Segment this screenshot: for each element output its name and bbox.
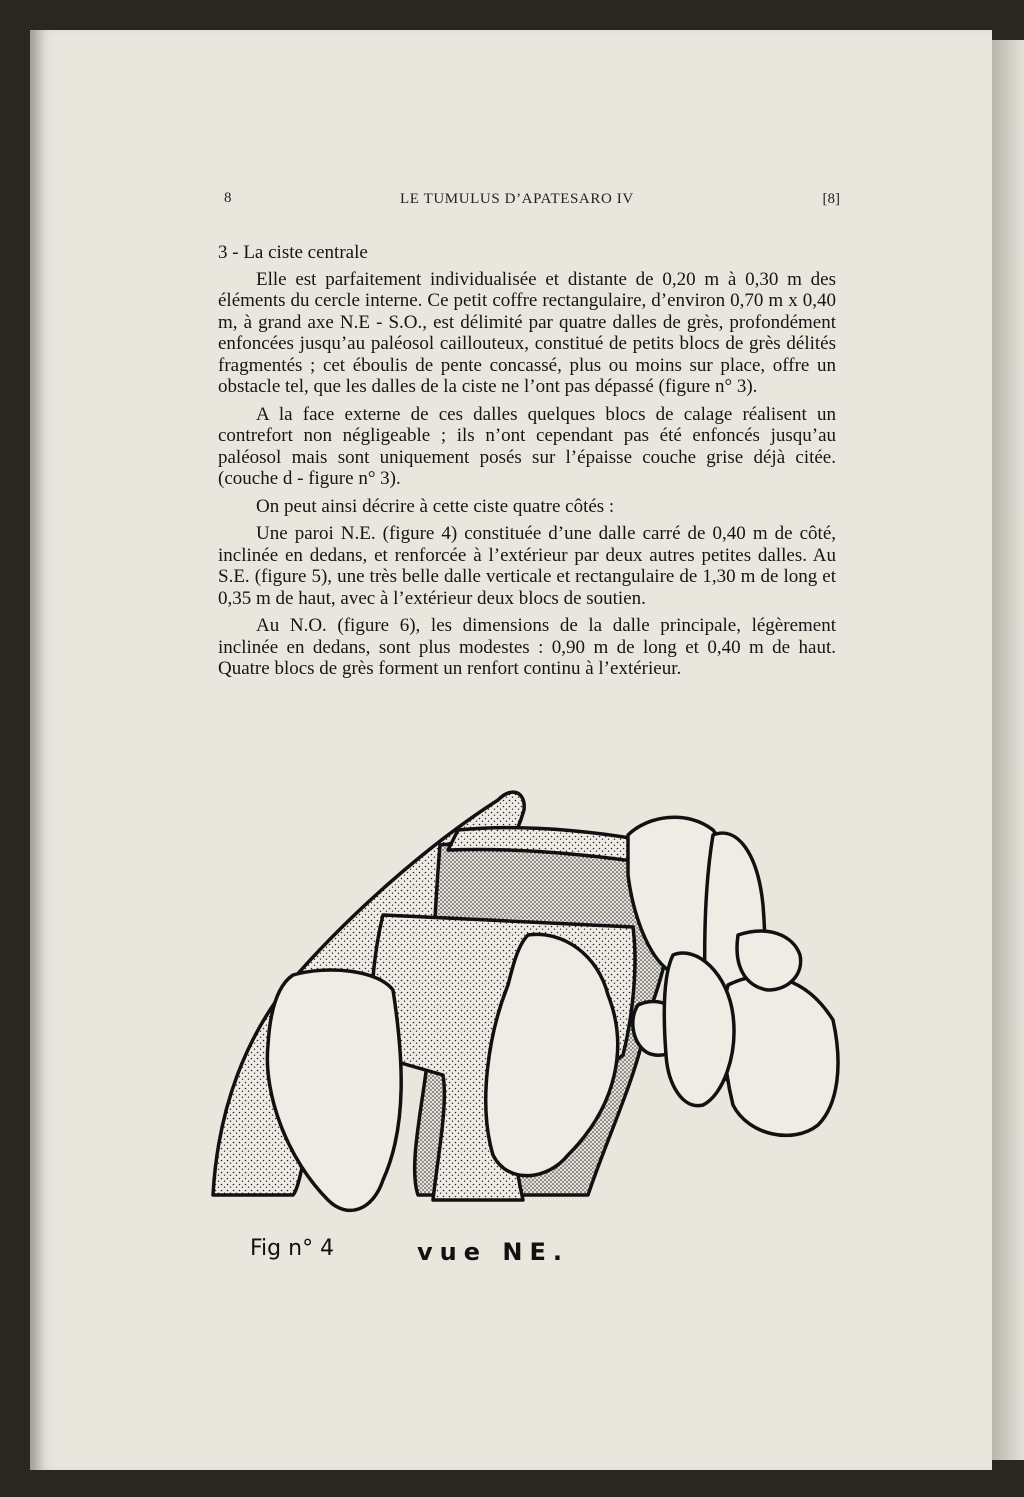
page-number: 8 <box>224 190 232 206</box>
paragraph: On peut ainsi décrire à cette ciste quatre côtés : <box>256 495 615 517</box>
running-header <box>220 190 840 210</box>
page-reference: [8] <box>822 191 840 207</box>
section-body <box>218 242 836 686</box>
figure-caption <box>250 1236 650 1276</box>
paragraph: Elle est parfaitement individualisée et distante de 0,20 m à 0,30 m des éléments du cercle interne. Ce petit coffre rectangulaire, d’environ 0,70 m x 0,40 m, à grand axe N.E - S.O., est délimité par quatre dalles de grès, profondément enfoncées jusqu’au paléosol caillouteux, constitué de petits blocs de grès délités fragmentés ; cet éboulis de pente concassé, plus ou moins sur place, offre un obstacle tel, que les dalles de la ciste ne l’ont pas dépassé (figure n° 3). <box>218 268 836 397</box>
figure-view-label: vue NE. <box>417 1238 569 1266</box>
right-lower-stone <box>723 976 838 1135</box>
paragraph: Une paroi N.E. (figure 4) constituée d’une dalle carré de 0,40 m de côté, inclinée en dedans, et renforcée à l’extérieur par deux autres petites dalles. Au S.E. (figure 5), une très belle dalle verticale et rectangulaire de 1,30 m de long et 0,35 m de haut, avec à l’extérieur deux blocs de soutien. <box>218 523 836 609</box>
stone-cist-drawing <box>208 775 848 1215</box>
upper-right-cap <box>737 931 801 990</box>
paragraph: A la face externe de ces dalles quelques blocs de calage réalisent un contrefort non négligeable ; ils n’ont cependant pas été enfoncés jusqu’au paléosol mais sont uniquement posés sur l’épaisse couche grise déjà citée. (couche d - figure n° 3). <box>218 403 836 489</box>
section-heading: 3 - La ciste centrale <box>218 242 368 263</box>
running-title: LE TUMULUS D’APATESARO IV <box>400 191 634 207</box>
adjacent-page-edge <box>992 40 1024 1460</box>
paragraph: Au N.O. (figure 6), les dimensions de la dalle principale, légèrement inclinée en dedans, sont plus modestes : 0,90 m de long et 0,40 m de haut. Quatre blocs de grès forment un renfort continu à l’extérieur. <box>218 615 836 679</box>
figure-number: Fig n° 4 <box>250 1236 335 1261</box>
